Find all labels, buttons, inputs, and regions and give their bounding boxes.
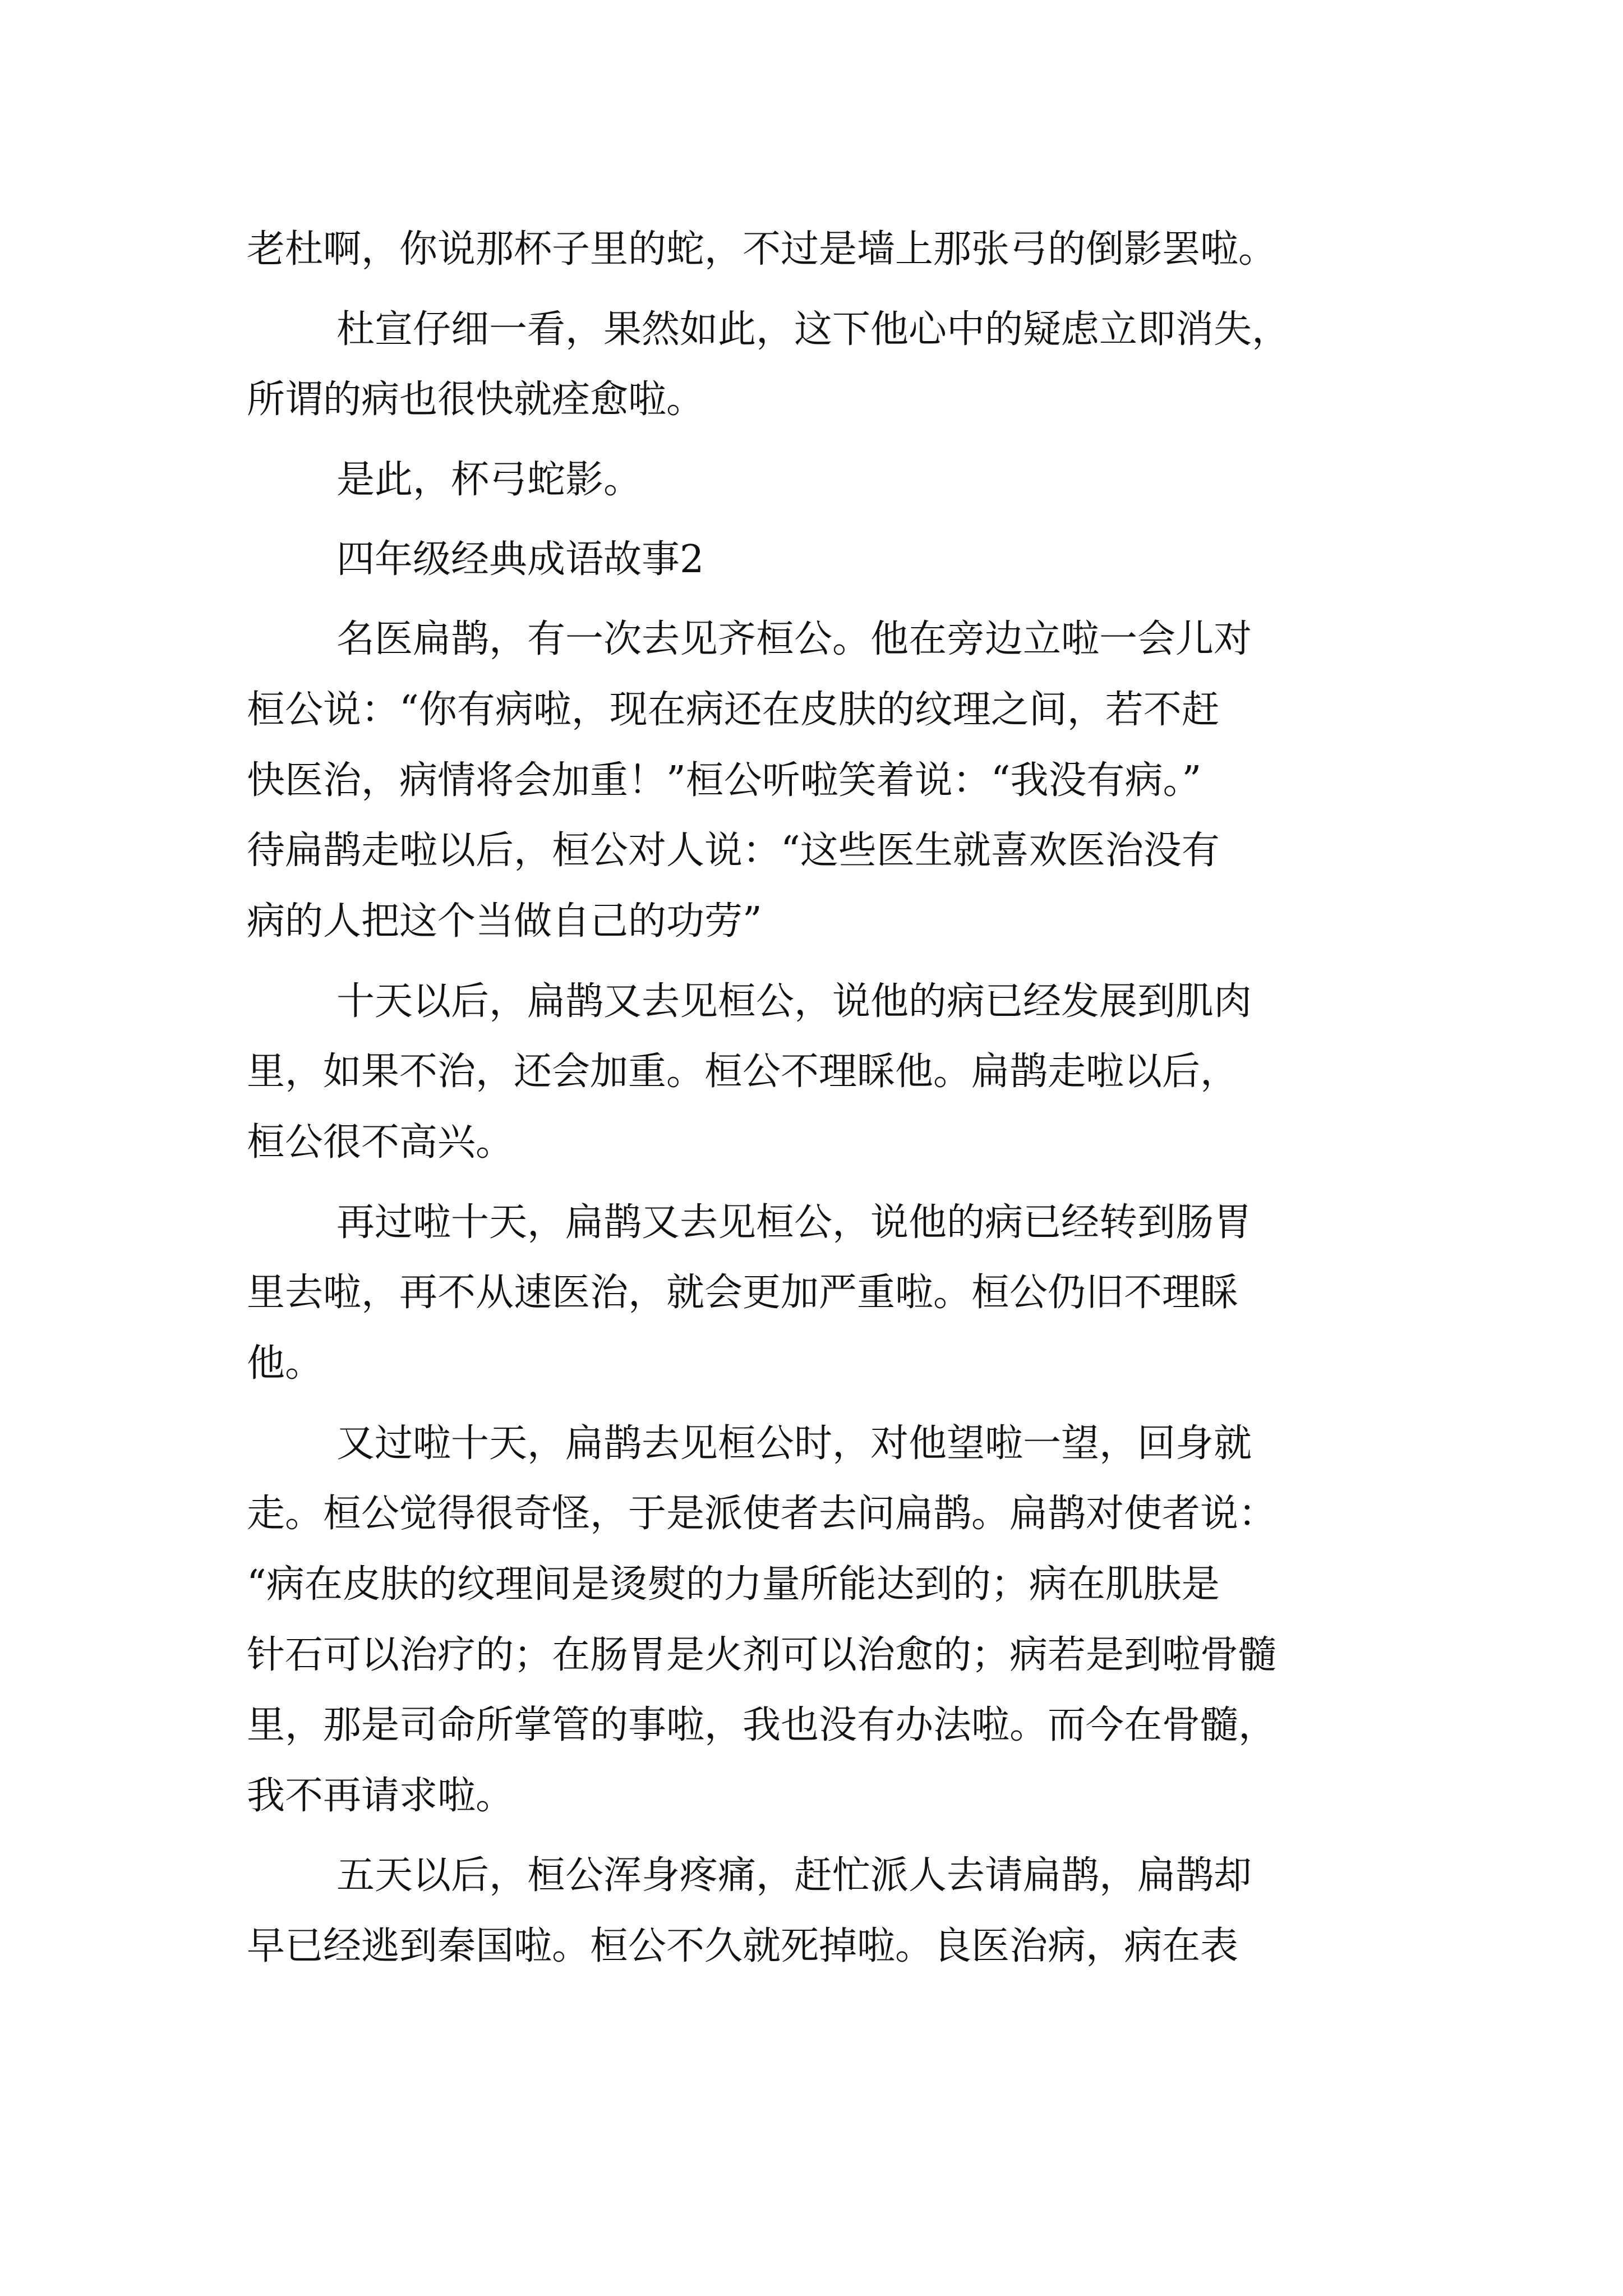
text-line: 走。桓公觉得很奇怪，于是派使者去问扁鹊。扁鹊对使者说： bbox=[247, 1492, 1277, 1536]
text-line: 快医治，病情将会加重！”桓公听啦笑着说：“我没有病。” bbox=[247, 758, 1202, 803]
text-line: 他。 bbox=[247, 1341, 324, 1386]
text-line: 针石可以治疗的；在肠胃是火剂可以治愈的；病若是到啦骨髓 bbox=[247, 1633, 1277, 1677]
text-line: 里，如果不治，还会加重。桓公不理睬他。扁鹊走啦以后， bbox=[247, 1050, 1239, 1094]
paragraph-start-line: 杜宣仔细一看，果然如此，这下他心中的疑虑立即消失， bbox=[336, 307, 1290, 352]
paragraph-start-line: 再过啦十天，扁鹊又去见桓公，说他的病已经转到肠胃 bbox=[336, 1200, 1252, 1245]
paragraph-start-line: 十天以后，扁鹊又去见桓公，说他的病已经发展到肌肉 bbox=[336, 979, 1252, 1024]
text-line: 里，那是司命所掌管的事啦，我也没有办法啦。而今在骨髓， bbox=[247, 1703, 1277, 1747]
text-line: “病在皮肤的纹理间是烫熨的力量所能达到的；病在肌肤是 bbox=[247, 1562, 1220, 1607]
paragraph-start-line: 又过啦十天，扁鹊去见桓公时，对他望啦一望，回身就 bbox=[336, 1421, 1252, 1466]
paragraph-start-line: 是此，杯弓蛇影。 bbox=[336, 458, 642, 502]
section-heading: 四年级经典成语故事2 bbox=[336, 537, 704, 582]
text-line: 我不再请求啦。 bbox=[247, 1774, 514, 1818]
text-line: 早已经逃到秦国啦。桓公不久就死掉啦。良医治病，病在表 bbox=[247, 1924, 1239, 1968]
text-line: 老杜啊，你说那杯子里的蛇，不过是墙上那张弓的倒影罢啦。 bbox=[247, 227, 1277, 272]
text-line: 桓公说：“你有病啦，现在病还在皮肤的纹理之间，若不赶 bbox=[247, 688, 1220, 732]
text-line: 里去啦，再不从速医治，就会更加严重啦。桓公仍旧不理睬 bbox=[247, 1271, 1239, 1315]
text-line: 所谓的病也很快就痊愈啦。 bbox=[247, 378, 705, 422]
text-line: 待扁鹊走啦以后，桓公对人说：“这些医生就喜欢医治没有 bbox=[247, 829, 1220, 873]
text-line: 病的人把这个当做自己的功劳” bbox=[247, 899, 762, 944]
paragraph-start-line: 名医扁鹊，有一次去见齐桓公。他在旁边立啦一会儿对 bbox=[336, 617, 1252, 661]
text-line: 桓公很不高兴。 bbox=[247, 1120, 514, 1165]
paragraph-start-line: 五天以后，桓公浑身疼痛，赶忙派人去请扁鹊，扁鹊却 bbox=[336, 1853, 1252, 1898]
